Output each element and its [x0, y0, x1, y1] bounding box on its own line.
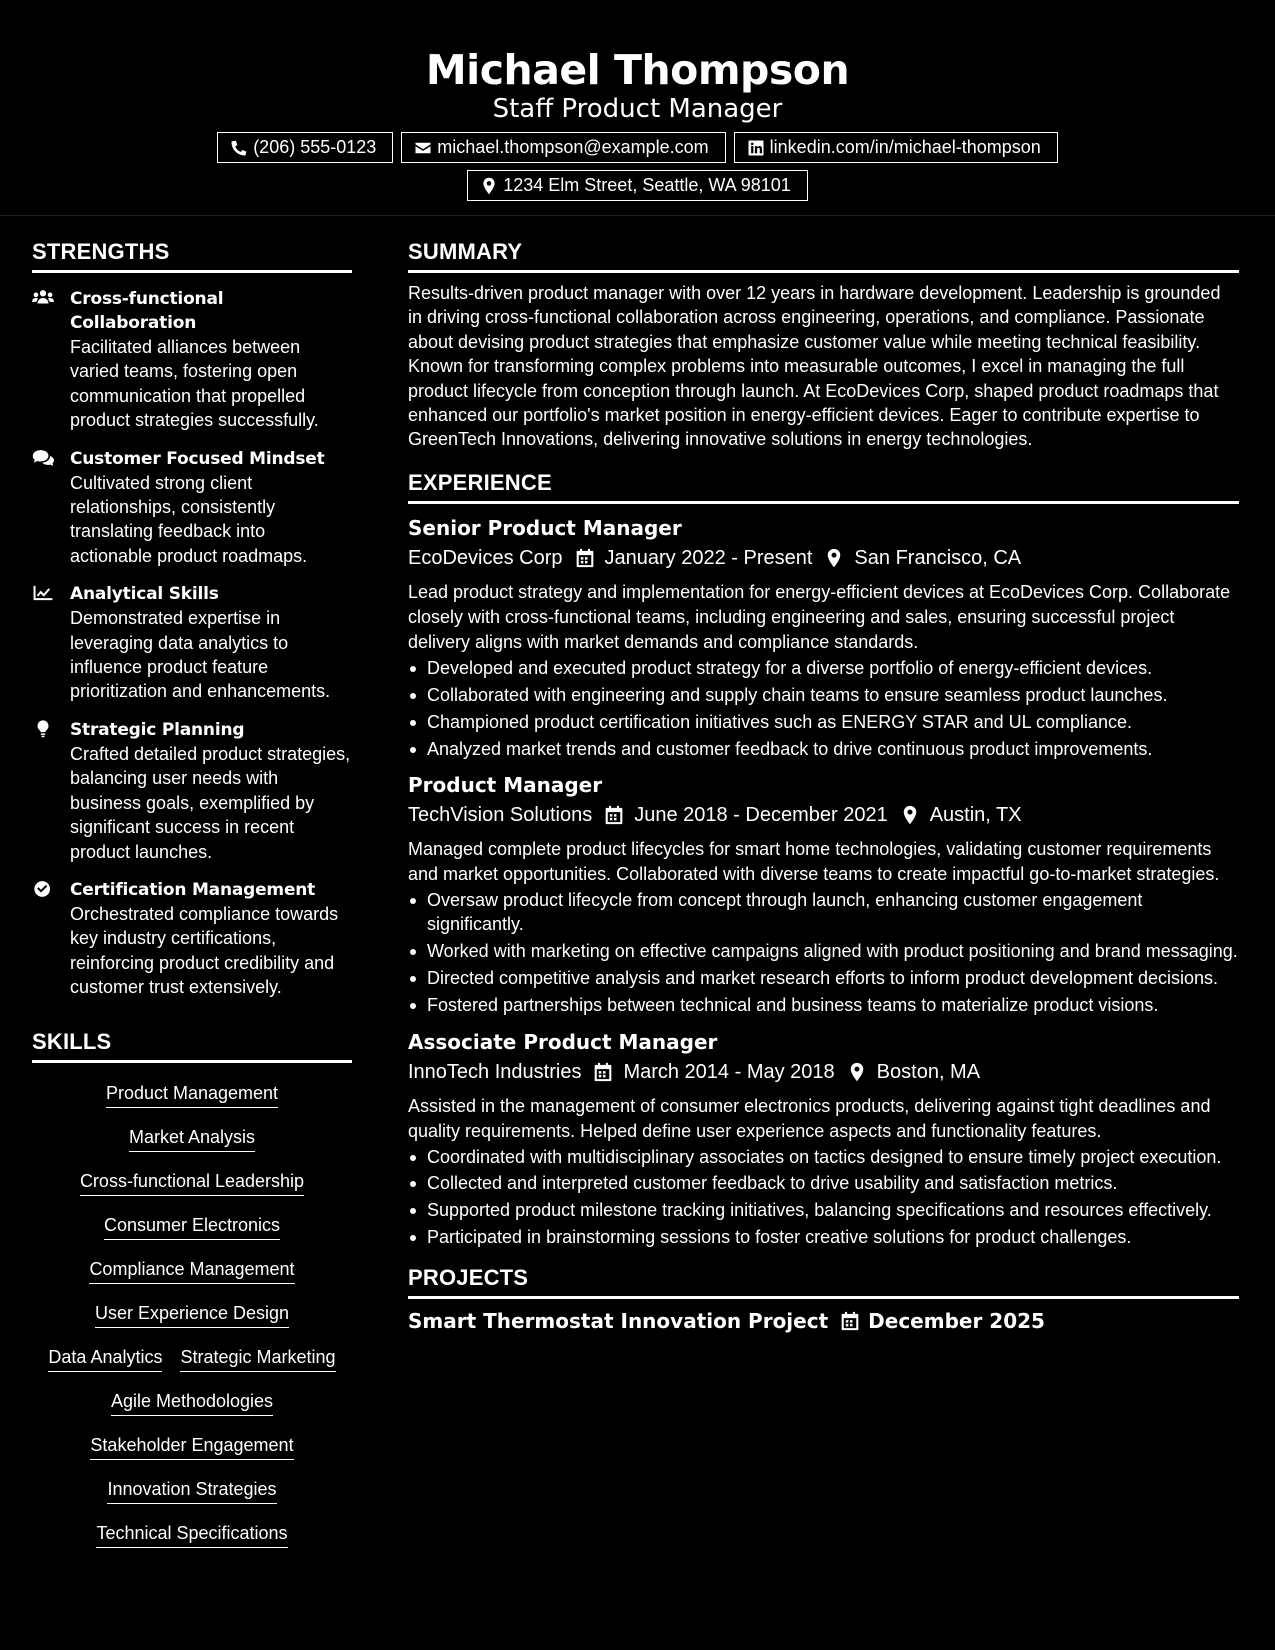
job-description: Assisted in the management of consumer electronics products, delivering against tight deadlines and quality requirements. Helped define user experience aspects and functionality features.	[408, 1095, 1211, 1141]
job-title: Senior Product Manager	[408, 515, 682, 540]
strength-title: Strategic Planning	[70, 719, 245, 740]
job-description: Lead product strategy and implementation for energy-efficient devices at EcoDevices Corp. Collaborate closely with cross-functional teams, including engineering and sales, ensuring successful project delivery aligns with market demands and compliance standards.	[408, 581, 1231, 652]
job-title: Product Manager	[408, 772, 603, 797]
job-title: Associate Product Manager	[408, 1029, 718, 1054]
envelope-icon	[414, 139, 432, 157]
contact-email-text: michael.thompson@example.com	[437, 137, 709, 157]
job-company: InnoTech Industries	[408, 1060, 582, 1083]
skill-tag: Cross-functional Leadership	[80, 1167, 304, 1196]
contact-email[interactable]	[401, 132, 725, 163]
calendar-icon	[604, 805, 624, 825]
contact-address[interactable]	[467, 170, 808, 201]
users-icon	[32, 289, 54, 307]
calendar-icon	[575, 548, 595, 568]
skill-tag: Market Analysis	[129, 1123, 255, 1152]
contact-linkedin-text: linkedin.com/in/michael-thompson	[769, 137, 1041, 157]
job-location: Boston, MA	[876, 1060, 981, 1083]
calendar-icon	[593, 1062, 613, 1082]
chart-line-icon	[32, 584, 54, 602]
contact-phone-text: (206) 555-0123	[253, 137, 377, 157]
lightbulb-icon	[32, 720, 54, 738]
skill-tag: Product Management	[106, 1079, 278, 1108]
strength-desc: Demonstrated expertise in leveraging data analytics to influence product feature prioritization and enhancements.	[70, 608, 331, 702]
map-pin-icon	[847, 1062, 867, 1082]
job-bullets	[408, 656, 1239, 761]
skill-tag: Data Analytics	[48, 1343, 162, 1372]
strengths-list	[32, 287, 352, 1000]
job-bullet: Collected and interpreted customer feedback to drive usability and satisfaction metrics.	[408, 1171, 1239, 1195]
right-column	[408, 238, 1239, 1335]
job-bullets	[408, 888, 1239, 1018]
calendar-icon	[840, 1311, 860, 1331]
job-entry	[408, 1028, 1239, 1250]
linkedin-icon	[747, 139, 765, 157]
project-date: December 2025	[868, 1308, 1045, 1333]
skills-list	[32, 1079, 352, 1548]
strength-desc: Orchestrated compliance towards key industry certifications, reinforcing product credibility and customer trust extensively.	[70, 903, 339, 998]
comments-icon	[32, 449, 54, 467]
strength-desc: Cultivated strong client relationships, consistently translating feedback into actionable product roadmaps.	[70, 472, 308, 566]
contact-row	[0, 132, 1275, 163]
job-bullet: Championed product certification initiatives such as ENERGY STAR and UL compliance.	[408, 710, 1239, 734]
job-dates: March 2014 - May 2018	[623, 1060, 835, 1083]
job-bullet: Fostered partnerships between technical and business teams to materialize product visions.	[408, 993, 1239, 1017]
project-title: Smart Thermostat Innovation Project	[408, 1308, 829, 1333]
skill-tag: Agile Methodologies	[111, 1387, 273, 1416]
map-pin-icon	[480, 177, 498, 195]
strength-item	[32, 718, 352, 864]
job-bullet: Worked with marketing on effective campaigns aligned with product positioning and brand messaging.	[408, 939, 1239, 963]
skill-tag: Compliance Management	[89, 1255, 294, 1284]
skill-tag: User Experience Design	[95, 1299, 289, 1328]
job-bullet: Analyzed market trends and customer feedback to drive continuous product improvements.	[408, 737, 1239, 761]
strengths-heading: STRENGTHS	[32, 238, 352, 273]
skill-tag: Strategic Marketing	[180, 1343, 335, 1372]
job-entry	[408, 771, 1239, 1018]
strength-title: Analytical Skills	[70, 584, 219, 605]
job-location: San Francisco, CA	[854, 546, 1022, 569]
job-bullets	[408, 1145, 1239, 1250]
candidate-name: Michael Thompson	[425, 46, 850, 94]
strength-desc: Crafted detailed product strategies, balancing user needs with business goals, exemplified by significant success in recent product launches.	[70, 743, 351, 862]
skill-tag: Consumer Electronics	[104, 1211, 280, 1240]
job-bullet: Oversaw product lifecycle from concept through launch, enhancing customer engagement significantly.	[408, 888, 1239, 937]
contact-row-2	[0, 170, 1275, 201]
job-bullet: Supported product milestone tracking initiatives, balancing specifications and resources effectively.	[408, 1198, 1239, 1222]
job-bullet: Participated in brainstorming sessions to foster creative solutions for product challenges.	[408, 1225, 1239, 1249]
phone-icon	[230, 139, 248, 157]
job-meta	[408, 1056, 1239, 1088]
contact-linkedin[interactable]	[734, 132, 1058, 163]
skills-heading: SKILLS	[32, 1028, 352, 1063]
candidate-role: Staff Product Manager	[492, 94, 783, 124]
contact-phone[interactable]	[217, 132, 393, 163]
job-description: Managed complete product lifecycles for smart home technologies, validating customer requirements and market opportunities. Collaborated with diverse teams to create impactful go-to-market strategies.	[408, 838, 1220, 884]
map-pin-icon	[900, 805, 920, 825]
strength-item	[32, 447, 352, 569]
summary-heading: SUMMARY	[408, 238, 1239, 273]
job-company: EcoDevices Corp	[408, 546, 563, 569]
strength-item	[32, 287, 352, 433]
job-location: Austin, TX	[929, 803, 1022, 826]
skill-tag: Stakeholder Engagement	[90, 1431, 293, 1460]
strength-item	[32, 878, 352, 1000]
skill-tag: Technical Specifications	[96, 1519, 287, 1548]
strength-item	[32, 582, 352, 704]
job-dates: January 2022 - Present	[604, 546, 813, 569]
job-meta	[408, 542, 1239, 574]
left-column	[32, 238, 352, 1548]
job-bullet: Developed and executed product strategy for a diverse portfolio of energy-efficient devices.	[408, 656, 1239, 680]
job-meta	[408, 799, 1239, 831]
summary-text: Results-driven product manager with over 12 years in hardware development. Leadership is grounded in driving cross-functional collaboration across engineering, operations, and compliance. Passionate about devising product strategies that emphasize customer value while meeting technical feasibility. Known for transforming complex problems into measurable outcomes, I excel in managing the full product lifecycle from conception through launch. At EcoDevices Corp, shaped product roadmaps that enhanced our portfolio's market position in energy-efficient devices. Eager to contribute expertise to GreenTech Innovations, delivering innovative solutions in energy technologies.	[408, 283, 1221, 450]
strength-title: Customer Focused Mindset	[70, 448, 325, 469]
strength-title: Cross-functional Collaboration	[70, 289, 224, 333]
projects-heading: PROJECTS	[408, 1264, 1239, 1299]
check-circle-icon	[32, 880, 54, 898]
project-entry	[408, 1307, 1239, 1335]
contact-address-text: 1234 Elm Street, Seattle, WA 98101	[503, 175, 791, 195]
resume-header	[0, 0, 1275, 216]
strength-title: Certification Management	[70, 879, 316, 900]
job-bullet: Coordinated with multidisciplinary associates on tactics designed to ensure timely project execution.	[408, 1145, 1239, 1169]
strength-desc: Facilitated alliances between varied teams, fostering open communication that propelled product strategies successfully.	[70, 337, 319, 431]
job-company: TechVision Solutions	[408, 803, 593, 826]
map-pin-icon	[824, 548, 844, 568]
skill-tag: Innovation Strategies	[107, 1475, 276, 1504]
job-bullet: Directed competitive analysis and market research efforts to inform product development decisions.	[408, 966, 1239, 990]
job-bullet: Collaborated with engineering and supply chain teams to ensure seamless product launches.	[408, 683, 1239, 707]
job-dates: June 2018 - December 2021	[634, 803, 888, 826]
job-entry	[408, 514, 1239, 761]
experience-heading: EXPERIENCE	[408, 469, 1239, 504]
